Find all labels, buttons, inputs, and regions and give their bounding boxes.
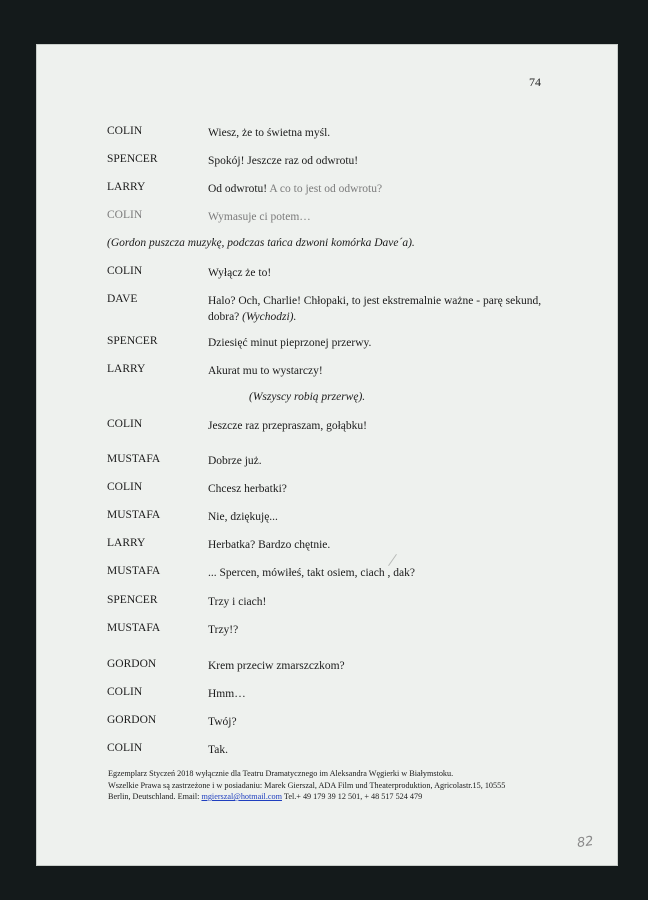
dialogue-line: Wiesz, że to świetna myśl. (208, 127, 331, 139)
dialogue-line: Trzy i ciach! (208, 596, 267, 608)
dialogue-line: Chcesz herbatki? (208, 483, 287, 495)
speaker-name: MUSTAFA (107, 509, 161, 521)
speaker-name: COLIN (107, 125, 143, 137)
speaker-name: GORDON (107, 714, 157, 726)
handwritten-page-number: 82 (576, 833, 595, 852)
speaker-name: MUSTAFA (107, 453, 161, 465)
dialogue-line: Hmm… (208, 688, 246, 700)
inline-stage-direction: (Wychodzi). (242, 311, 297, 323)
stage-direction: (Wszyscy robią przerwę). (249, 391, 366, 403)
speaker-name: COLIN (107, 209, 143, 221)
dialogue-line-faded: A co to jest od odwrotu? (269, 183, 383, 195)
speaker-name: LARRY (107, 363, 146, 375)
dialogue-line: Dziesięć minut pieprzonej przerwy. (208, 337, 372, 349)
dialogue-line: Wyłącz że to! (208, 267, 272, 279)
dialogue-line (208, 293, 568, 325)
footer-text: Berlin, Deutschland. Email: (108, 792, 200, 801)
speaker-name: SPENCER (107, 335, 158, 347)
dialogue-line: Herbatka? Bardzo chętnie. (208, 539, 331, 551)
dialogue-line-main: Od odwrotu! (208, 183, 268, 195)
speaker-name: COLIN (107, 742, 143, 754)
speaker-name: COLIN (107, 418, 143, 430)
dialogue-line: Spokój! Jeszcze raz od odwrotu! (208, 155, 359, 167)
dialogue-line: Nie, dziękuję... (208, 511, 278, 523)
dialogue-line-text: Halo? Och, Charlie! Chłopaki, to jest ekstremalnie ważne - parę sekund, dobra? (208, 295, 542, 323)
dialogue-line: ... Spercen, mówiłeś, takt osiem, ciach , dak? (208, 567, 415, 579)
dialogue-line: Trzy!? (208, 624, 239, 636)
speaker-name: COLIN (107, 686, 143, 698)
speaker-name: COLIN (107, 265, 143, 277)
copyright-footer (108, 768, 558, 803)
speaker-name: SPENCER (107, 153, 158, 165)
dialogue-line: Dobrze już. (208, 455, 262, 467)
dialogue-line: Wymasuje ci potem… (208, 211, 311, 223)
speaker-name: LARRY (107, 181, 146, 193)
footer-line: Wszelkie Prawa są zastrzeżone i w posiadaniu: Marek Gierszal, ADA Film und Theaterproduktion, Agricolastr.15, 10555 (108, 780, 506, 790)
footer-line (108, 791, 558, 803)
speaker-name: LARRY (107, 537, 146, 549)
stage-direction: (Gordon puszcza muzykę, podczas tańca dzwoni komórka Dave´a). (107, 237, 415, 249)
speaker-name: MUSTAFA (107, 622, 161, 634)
speaker-name: DAVE (107, 293, 138, 305)
dialogue-line: Jeszcze raz przepraszam, gołąbku! (208, 420, 367, 432)
dialogue-line: Akurat mu to wystarczy! (208, 365, 323, 377)
dialogue-line (208, 181, 568, 197)
speaker-name: SPENCER (107, 594, 158, 606)
dialogue-line: Twój? (208, 716, 237, 728)
page-number: 74 (529, 75, 541, 89)
speaker-name: COLIN (107, 481, 143, 493)
dialogue-line: Krem przeciw zmarszczkom? (208, 660, 345, 672)
footer-text: Tel.+ 49 179 39 12 501, + 48 517 524 479 (283, 792, 423, 801)
dialogue-line: Tak. (208, 744, 228, 756)
speaker-name: GORDON (107, 658, 157, 670)
email-link[interactable]: mgierszal@hotmail.com (201, 792, 282, 801)
speaker-name: MUSTAFA (107, 565, 161, 577)
footer-line: Egzemplarz Styczeń 2018 wyłącznie dla Teatru Dramatycznego im Aleksandra Węgierki w Białymstoku. (108, 769, 454, 778)
